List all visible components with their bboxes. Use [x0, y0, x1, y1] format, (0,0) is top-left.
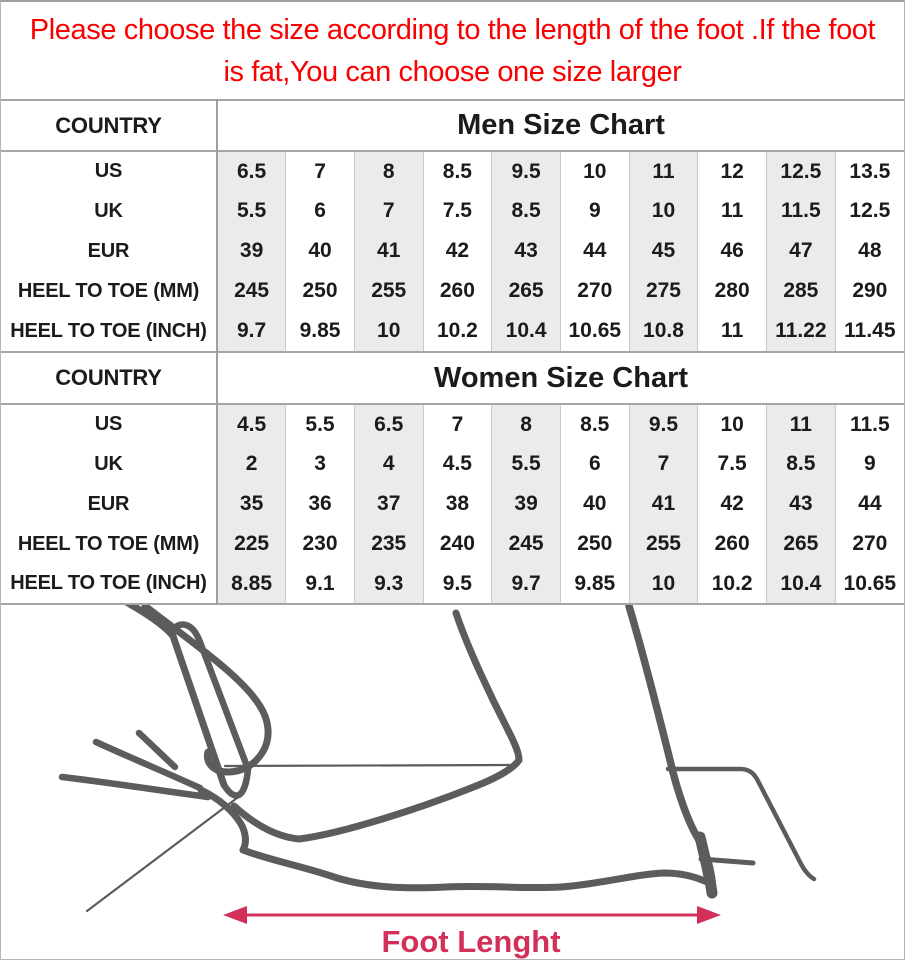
- size-cell: 44: [835, 484, 904, 524]
- size-cell: 265: [767, 524, 836, 564]
- size-cell: 235: [354, 524, 423, 564]
- size-cell: 8.5: [767, 444, 836, 484]
- size-cell: 10.65: [560, 311, 629, 351]
- size-cell: 4.5: [423, 444, 492, 484]
- size-cell: 9.5: [629, 404, 698, 444]
- front-shin-line: [456, 613, 519, 760]
- size-cell: 12.5: [835, 191, 904, 231]
- size-cell: 46: [698, 231, 767, 271]
- size-cell: 37: [354, 484, 423, 524]
- size-cell: 13.5: [835, 151, 904, 191]
- size-cell: 10: [629, 191, 698, 231]
- paper-edge-line: [87, 798, 237, 911]
- foot-measurement-figure: [1, 605, 904, 960]
- row-label: HEEL TO TOE (MM): [1, 524, 217, 564]
- size-cell: 6.5: [217, 151, 286, 191]
- men-row-2: [1, 231, 904, 271]
- women-table-title: Women Size Chart: [433, 361, 689, 394]
- size-cell: 41: [629, 484, 698, 524]
- size-cell: 11: [629, 151, 698, 191]
- men-row-3: [1, 271, 904, 311]
- size-cell: 8.5: [492, 191, 561, 231]
- size-cell: 38: [423, 484, 492, 524]
- row-label: EUR: [1, 231, 217, 271]
- size-cell: 8: [354, 151, 423, 191]
- size-cell: 290: [835, 271, 904, 311]
- size-cell: 8.85: [217, 564, 286, 604]
- template-top-line: [225, 765, 516, 766]
- size-cell: 7: [354, 191, 423, 231]
- size-cell: 10.4: [767, 564, 836, 604]
- size-cell: 45: [629, 231, 698, 271]
- men-table-header-row: [1, 100, 904, 151]
- size-cell: 225: [217, 524, 286, 564]
- size-cell: 40: [560, 484, 629, 524]
- size-cell: 7: [286, 151, 355, 191]
- women-row-3: [1, 524, 904, 564]
- foot-drawing: [1, 605, 905, 960]
- size-cell: 9.3: [354, 564, 423, 604]
- size-cell: 10.4: [492, 311, 561, 351]
- size-cell: 5.5: [492, 444, 561, 484]
- size-cell: 42: [698, 484, 767, 524]
- size-cell: 39: [492, 484, 561, 524]
- row-label: UK: [1, 191, 217, 231]
- size-cell: 270: [835, 524, 904, 564]
- arrowhead-right: [697, 906, 721, 924]
- size-cell: 11.45: [835, 311, 904, 351]
- size-cell: 240: [423, 524, 492, 564]
- size-cell: 10.2: [423, 311, 492, 351]
- men-row-0: [1, 151, 904, 191]
- warning-line-1: Please choose the size according to the length of the foot .If the foot: [29, 13, 876, 46]
- size-cell: 39: [217, 231, 286, 271]
- size-cell: 250: [286, 271, 355, 311]
- sole-line: [243, 850, 707, 888]
- women-row-0: [1, 404, 904, 444]
- size-cell: 7.5: [698, 444, 767, 484]
- size-cell: 255: [629, 524, 698, 564]
- men-row-1: [1, 191, 904, 231]
- size-cell: 43: [767, 484, 836, 524]
- size-cell: 285: [767, 271, 836, 311]
- warning-line-2: is fat,You can choose one size larger: [223, 55, 682, 88]
- size-cell: 6.5: [354, 404, 423, 444]
- size-cell: 5.5: [286, 404, 355, 444]
- size-cell: 9: [560, 191, 629, 231]
- size-cell: 7: [423, 404, 492, 444]
- size-cell: 2: [217, 444, 286, 484]
- women-country-header: COUNTRY: [1, 352, 217, 404]
- size-cell: 48: [835, 231, 904, 271]
- size-cell: 11.5: [767, 191, 836, 231]
- foot-length-arrow: [223, 906, 721, 924]
- size-cell: 10: [698, 404, 767, 444]
- size-cell: 9.85: [560, 564, 629, 604]
- size-cell: 42: [423, 231, 492, 271]
- size-cell: 270: [560, 271, 629, 311]
- row-label: HEEL TO TOE (MM): [1, 271, 217, 311]
- size-cell: 8.5: [560, 404, 629, 444]
- warning-banner: [1, 2, 904, 99]
- size-cell: 12.5: [767, 151, 836, 191]
- size-cell: 275: [629, 271, 698, 311]
- size-cell: 10.65: [835, 564, 904, 604]
- size-cell: 265: [492, 271, 561, 311]
- size-cell: 36: [286, 484, 355, 524]
- size-cell: 3: [286, 444, 355, 484]
- size-cell: 8.5: [423, 151, 492, 191]
- row-label: UK: [1, 444, 217, 484]
- row-label: US: [1, 151, 217, 191]
- size-cell: 11: [698, 191, 767, 231]
- size-cell: 5.5: [217, 191, 286, 231]
- size-cell: 11: [767, 404, 836, 444]
- row-label: HEEL TO TOE (INCH): [1, 564, 217, 604]
- size-cell: 11.22: [767, 311, 836, 351]
- size-cell: 4.5: [217, 404, 286, 444]
- size-cell: 8: [492, 404, 561, 444]
- size-cell: 9.7: [217, 311, 286, 351]
- women-row-2: [1, 484, 904, 524]
- size-cell: 9.1: [286, 564, 355, 604]
- size-cell: 260: [698, 524, 767, 564]
- men-table-title: Men Size Chart: [457, 109, 665, 141]
- row-label: US: [1, 404, 217, 444]
- size-cell: 6: [560, 444, 629, 484]
- size-cell: 9: [835, 444, 904, 484]
- size-cell: 10: [629, 564, 698, 604]
- size-cell: 245: [492, 524, 561, 564]
- women-row-1: [1, 444, 904, 484]
- size-cell: 7: [629, 444, 698, 484]
- size-cell: 43: [492, 231, 561, 271]
- size-cell: 41: [354, 231, 423, 271]
- size-cell: 10.8: [629, 311, 698, 351]
- size-cell: 260: [423, 271, 492, 311]
- size-cell: 245: [217, 271, 286, 311]
- size-cell: 47: [767, 231, 836, 271]
- size-cell: 10.2: [698, 564, 767, 604]
- women-size-table: [1, 351, 904, 605]
- size-cell: 11.5: [835, 404, 904, 444]
- size-cell: 9.7: [492, 564, 561, 604]
- size-cell: 9.85: [286, 311, 355, 351]
- women-row-4: [1, 564, 904, 604]
- size-cell: 10: [354, 311, 423, 351]
- size-cell: 6: [286, 191, 355, 231]
- size-cell: 40: [286, 231, 355, 271]
- size-cell: 10: [560, 151, 629, 191]
- row-label: EUR: [1, 484, 217, 524]
- size-cell: 230: [286, 524, 355, 564]
- size-cell: 7.5: [423, 191, 492, 231]
- arrowhead-left: [223, 906, 247, 924]
- men-size-table: [1, 99, 904, 351]
- men-row-4: [1, 311, 904, 351]
- size-cell: 12: [698, 151, 767, 191]
- size-cell: 280: [698, 271, 767, 311]
- women-table-header-row: [1, 352, 904, 404]
- row-label: HEEL TO TOE (INCH): [1, 311, 217, 351]
- size-cell: 4: [354, 444, 423, 484]
- size-cell: 250: [560, 524, 629, 564]
- figure-caption: Foot Lenght: [381, 924, 561, 959]
- instep-line: [234, 760, 519, 839]
- size-cell: 35: [217, 484, 286, 524]
- size-cell: 255: [354, 271, 423, 311]
- size-cell: 44: [560, 231, 629, 271]
- men-country-header: COUNTRY: [1, 100, 217, 151]
- size-cell: 11: [698, 311, 767, 351]
- size-cell: 9.5: [492, 151, 561, 191]
- size-cell: 9.5: [423, 564, 492, 604]
